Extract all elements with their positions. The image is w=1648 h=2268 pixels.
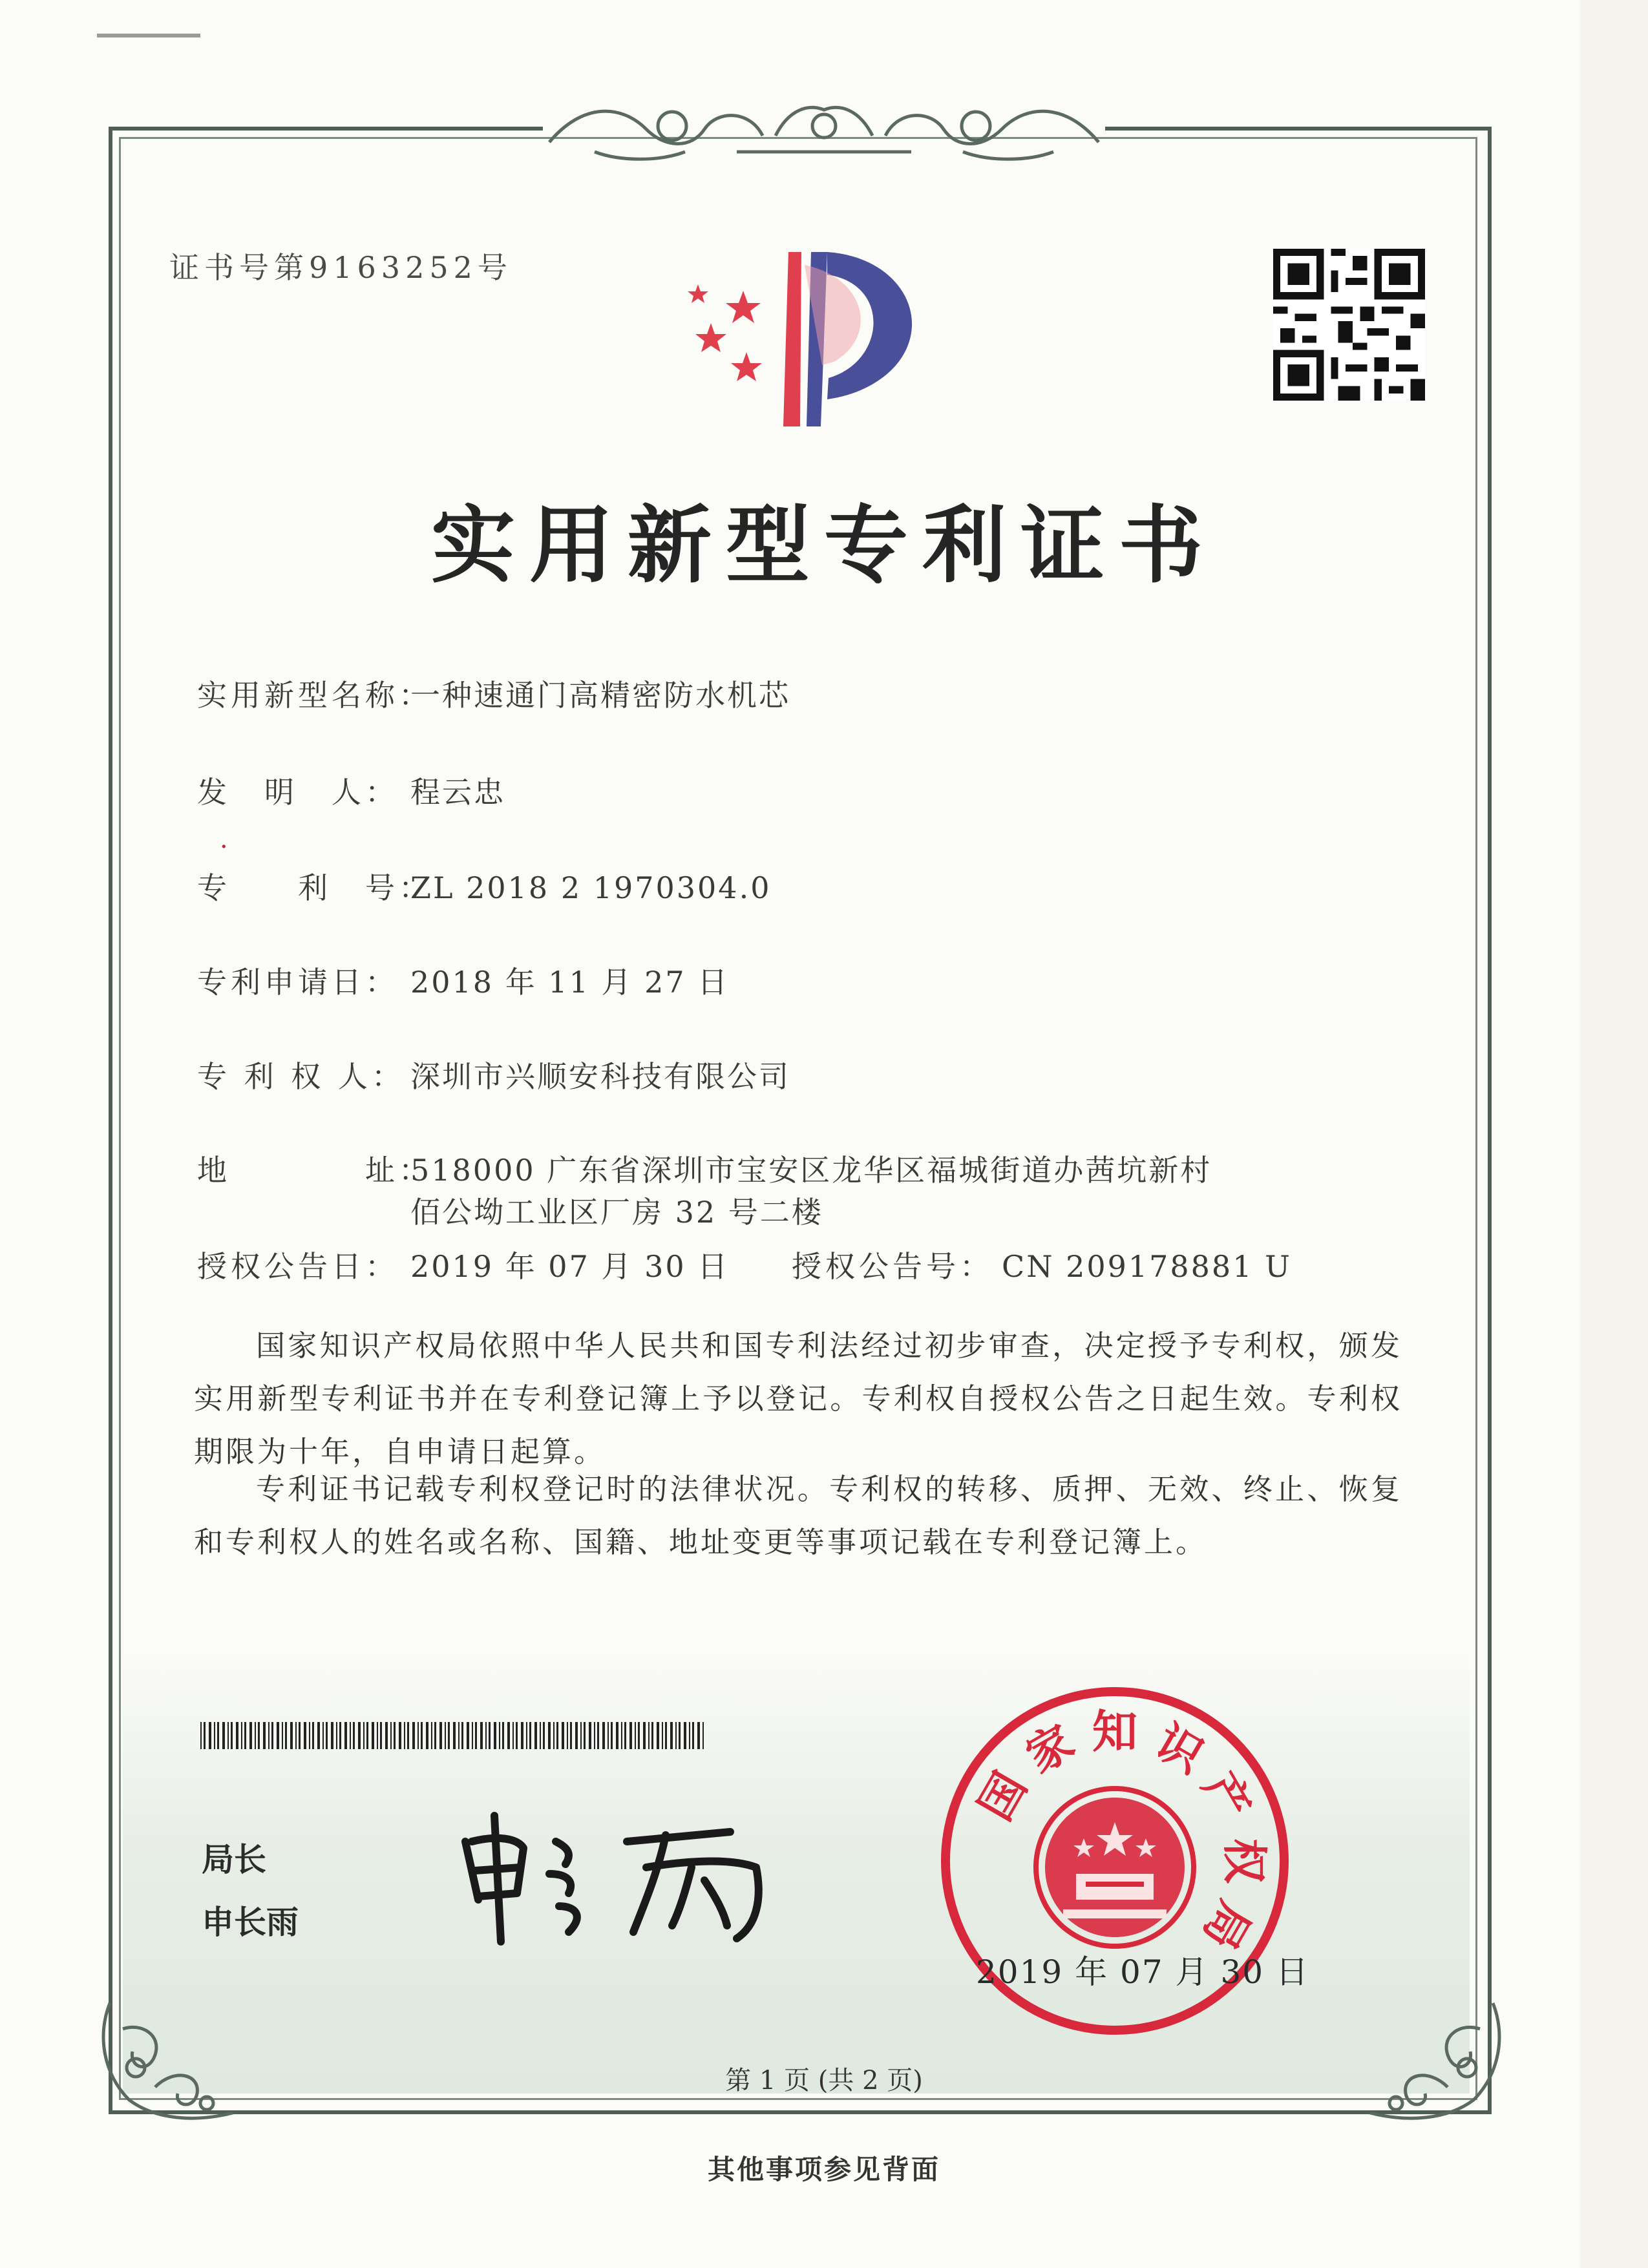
page-edge-shadow (1580, 0, 1648, 2268)
field-utility-model-name (197, 672, 790, 715)
seal-character: 产 (1192, 1763, 1262, 1829)
certificate-title: 实用新型专利证书 (430, 496, 1217, 594)
field-value: 2018 年 11 月 27 日 (410, 965, 730, 1000)
field-label: 专 利 号： (197, 870, 432, 905)
qr-code (1273, 249, 1425, 401)
field-value: 深圳市兴顺安科技有限公司 (410, 1059, 790, 1094)
page-number: 第 1 页 (共 2 页) (725, 2066, 923, 2095)
field-address (197, 1147, 1212, 1190)
field-label: 授权公告号： (792, 1249, 993, 1284)
seal-character: 权 (1218, 1838, 1271, 1884)
field-value: ZL 2018 2 1970304.0 (410, 870, 772, 905)
field-label: 专 利 权 人： (197, 1059, 405, 1094)
field-label: 发 明 人： (197, 775, 399, 810)
seal-character: 局 (1192, 1893, 1262, 1958)
patent-office-logo (672, 239, 950, 452)
field-value: 2019 年 07 月 30 日 (410, 1249, 730, 1284)
red-ink-speck: · (220, 832, 228, 862)
field-patent-number (197, 865, 771, 907)
director-signature (452, 1803, 814, 1951)
paragraph-legal-status: 专利证书记载专利权登记时的法律状况。专利权的转移、质押、无效、终止、恢复和专利权人的姓名或名称、国籍、地址变更等事项记载在专利登记簿上。 (194, 1472, 1402, 1559)
director-name: 申长雨 (202, 1904, 299, 1941)
field-patentee (197, 1053, 790, 1096)
scan-mark (97, 34, 200, 37)
field-grant-number (792, 1243, 1292, 1286)
field-value: 程云忠 (410, 775, 505, 810)
field-value-line1: 518000 广东省深圳市宝安区龙华区福城街道办茜坑新村 (410, 1153, 1212, 1188)
seal-character: 家 (1017, 1714, 1083, 1783)
barcode (200, 1722, 704, 1749)
certificate-number: 证书号第9163252号 (169, 250, 512, 285)
field-grant-date (197, 1243, 729, 1286)
field-inventor (197, 769, 505, 812)
field-label: 实用新型名称： (197, 678, 432, 713)
field-label: 地 址： (197, 1153, 432, 1188)
seal-character: 识 (1146, 1714, 1212, 1783)
field-value: 一种速通门高精密防水机芯 (410, 678, 790, 713)
director-title: 局长 (202, 1841, 266, 1878)
field-value: CN 209178881 U (1002, 1249, 1292, 1284)
field-label: 授权公告日： (197, 1249, 399, 1284)
paragraph-grant-statement: 国家知识产权局依照中华人民共和国专利法经过初步审查，决定授予专利权，颁发实用新型专利证书并在专利登记簿上予以登记。专利权自授权公告之日起生效。专利权期限为十年，自申请日起算。 (194, 1328, 1402, 1469)
field-label: 专利申请日： (197, 965, 399, 1000)
seal-character: 知 (1092, 1705, 1137, 1758)
field-address-line2 (410, 1189, 823, 1232)
seal-character: 国 (968, 1763, 1037, 1829)
footer-note: 其他事项参见背面 (707, 2154, 940, 2185)
seal-date: 2019 年 07 月 30 日 (976, 1953, 1309, 1991)
field-application-date (197, 959, 729, 1002)
field-value-line2: 佰公坳工业区厂房 32 号二楼 (410, 1195, 823, 1230)
